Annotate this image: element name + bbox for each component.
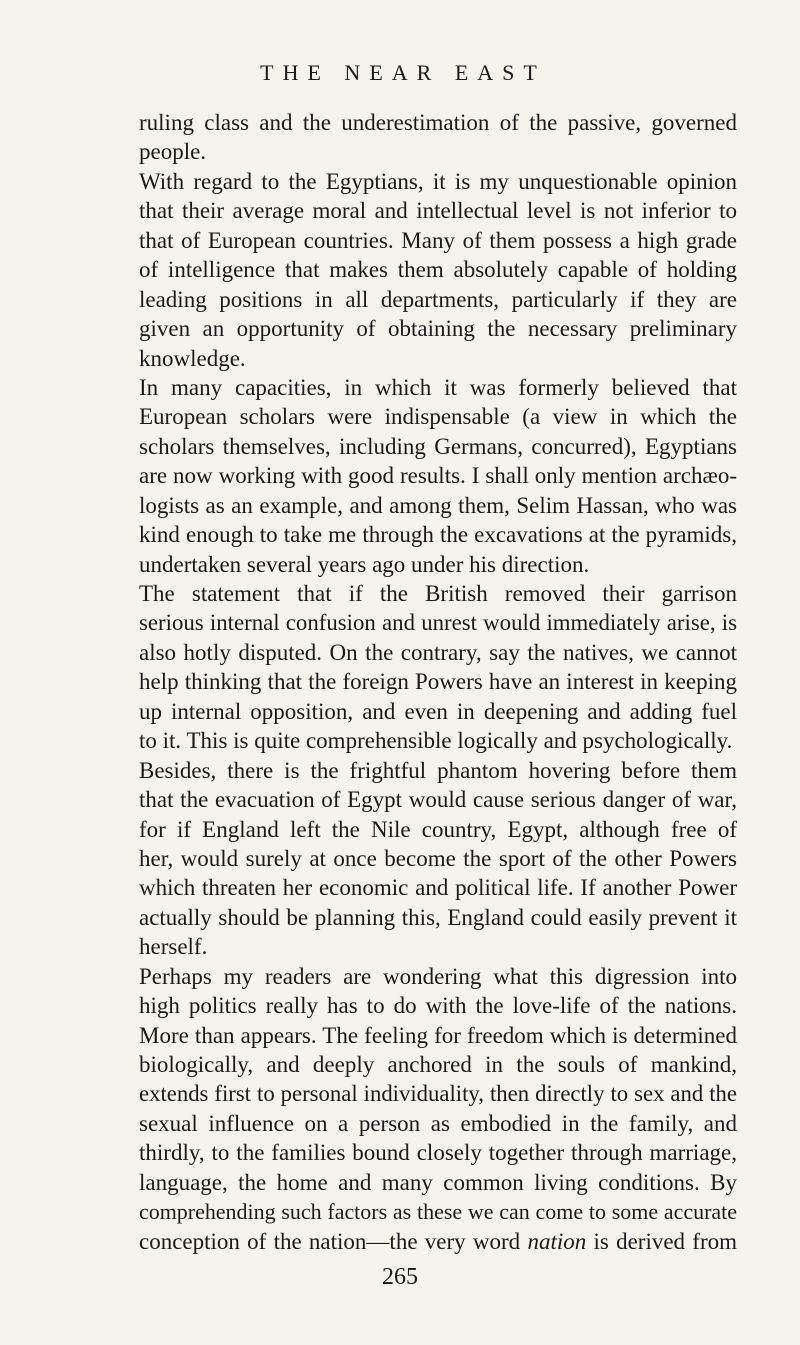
- text-line: also hotly disputed. On the contrary, say the natives, we cannot: [139, 639, 737, 665]
- body-text: [139, 108, 737, 1256]
- text-line: up internal opposition, and even in deepening and adding fuel: [139, 698, 737, 724]
- text-line: which threaten her economic and political life. If another Power: [139, 875, 737, 901]
- text-line: European scholars were indispensable (a view in which the: [139, 404, 737, 430]
- text-line: scholars themselves, including Germans, concurred), Egyptians: [139, 433, 737, 459]
- text-line: extends first to personal individuality, then directly to sex and the: [139, 1081, 737, 1107]
- text-line: Perhaps my readers are wondering what this digression into: [139, 963, 737, 989]
- final-line-after: is derived from: [586, 1228, 738, 1254]
- text-line: undertaken several years ago under his direction.: [139, 551, 590, 577]
- text-line: language, the home and many common living conditions. By: [139, 1169, 737, 1195]
- text-line: of intelligence that makes them absolutely capable of holding: [139, 257, 737, 283]
- text-line: kind enough to take me through the excavations at the pyramids,: [139, 522, 737, 548]
- text-line: that their average moral and intellectual level is not inferior to: [139, 198, 737, 224]
- text-line: that the evacuation of Egypt would cause serious danger of war,: [139, 787, 737, 813]
- text-line: ruling class and the underestimation of the passive, governed: [139, 110, 737, 135]
- text-line: comprehending such factors as these we can come to some accurate: [139, 1199, 737, 1225]
- text-line: Besides, there is the frightful phantom hovering before them: [139, 757, 737, 783]
- text-line: sexual influence on a person as embodied in the family, and: [139, 1110, 737, 1136]
- text-line: high politics really has to do with the love-life of the nations.: [139, 993, 737, 1019]
- text-line: The statement that if the British removed their garrison: [139, 581, 737, 606]
- text-line: for if England left the Nile country, Egypt, although free of: [139, 816, 737, 842]
- text-line: In many capacities, in which it was formerly believed that: [139, 374, 737, 400]
- text-line: her, would surely at once become the sport of the other Powers: [139, 845, 737, 871]
- text-line: More than appears. The feeling for freedom which is determined: [139, 1022, 737, 1048]
- text-line: to it. This is quite comprehensible logically and psychologically.: [139, 728, 733, 754]
- text-line: herself.: [139, 934, 208, 960]
- page-number: 265: [382, 1264, 418, 1290]
- text-line: that of European countries. Many of them possess a high grade: [139, 227, 737, 253]
- text-line: people.: [139, 139, 207, 165]
- text-line: actually should be planning this, England could easily prevent it: [139, 904, 737, 930]
- italic-word-nation: nation: [527, 1228, 587, 1254]
- final-text-line: [139, 1227, 737, 1256]
- text-line: logists as an example, and among them, Selim Hassan, who was: [139, 492, 737, 518]
- running-head: THE NEAR EAST: [260, 60, 546, 85]
- text-line: serious internal confusion and unrest would immediately arise, is: [139, 610, 737, 636]
- text-line: given an opportunity of obtaining the necessary preliminary: [139, 316, 737, 342]
- text-line: thirdly, to the families bound closely together through marriage,: [139, 1140, 737, 1166]
- text-line: leading positions in all departments, particularly if they are: [139, 286, 737, 312]
- text-line: are now working with good results. I shall only mention archæo-: [139, 463, 737, 489]
- final-line-before: conception of the nation—the very word: [139, 1228, 528, 1254]
- text-line: biologically, and deeply anchored in the souls of mankind,: [139, 1052, 737, 1077]
- text-line: With regard to the Egyptians, it is my unquestionable opinion: [139, 168, 737, 194]
- text-line: knowledge.: [139, 345, 246, 371]
- text-line: help thinking that the foreign Powers have an interest in keeping: [139, 669, 737, 695]
